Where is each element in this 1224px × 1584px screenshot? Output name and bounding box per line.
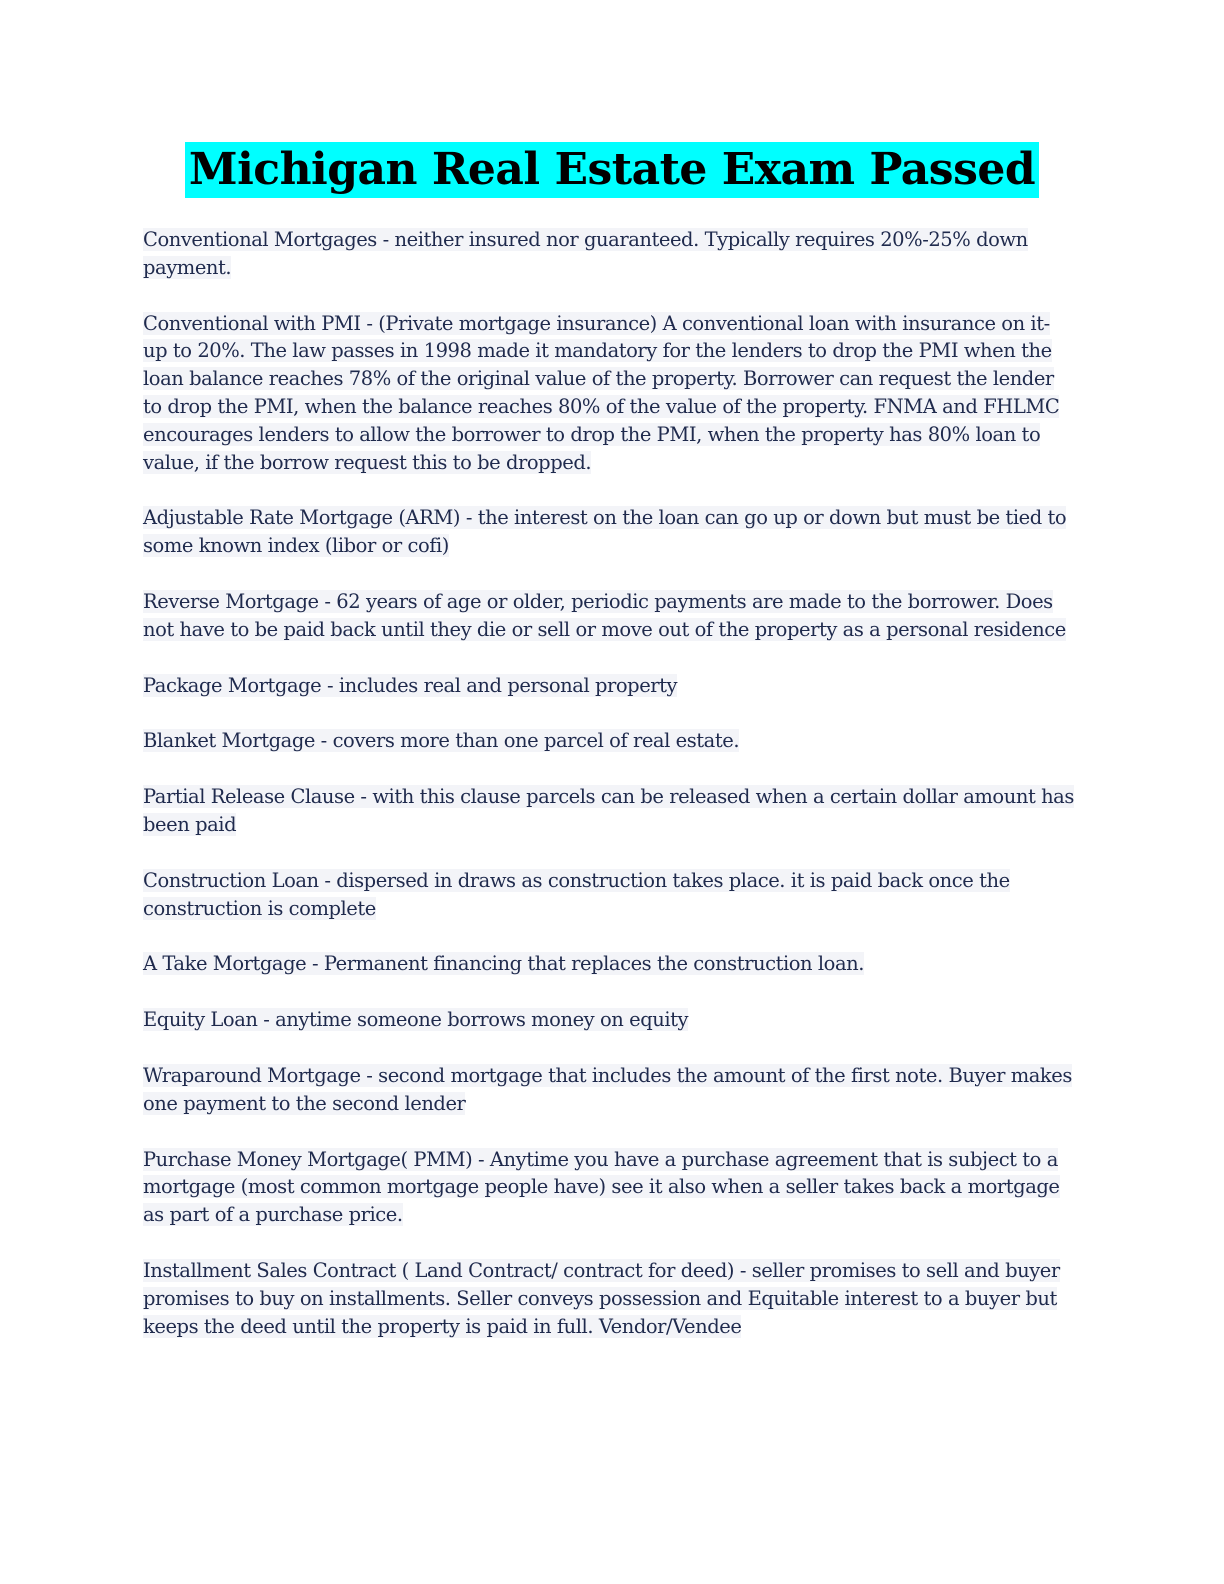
document-body [143, 226, 1078, 1368]
entry-text: Conventional Mortgages - neither insured nor guaranteed. Typically requires 20%-25% down payment. [143, 228, 1028, 279]
entry-text: Installment Sales Contract ( Land Contract/ contract for deed) - seller promises to sell and buyer promises to buy on installments. Seller conveys possession and Equitable interest to a buyer but keeps the deed until the property is paid in full. Vendor/Vendee [143, 1258, 1060, 1338]
entry-text: Blanket Mortgage - covers more than one parcel of real estate. [143, 729, 740, 753]
entry-text: Wraparound Mortgage - second mortgage that includes the amount of the first note. Buyer makes one payment to the second lender [143, 1063, 1072, 1115]
entry-text: Equity Loan - anytime someone borrows money on equity [143, 1008, 689, 1032]
entry-text: Conventional with PMI - (Private mortgage insurance) A conventional loan with insurance on it- up to 20%. The law passes in 1998 made it mandatory for the lenders to drop the PMI when the loan balance reaches 78% of the original value of the property. Borrower can request the lender to drop the PMI, when the balance reaches 80% of the value of the property. FNMA and FHLMC encourages lenders to allow the borrower to drop the PMI, when the property has 80% loan to value, if the borrow request this to be dropped. [143, 311, 1060, 474]
entry-adjustable-rate-mortgage [143, 504, 1078, 560]
entry-construction-loan [143, 867, 1078, 923]
entry-conventional-mortgages [143, 226, 1078, 282]
entry-package-mortgage [143, 672, 1078, 700]
entry-installment-sales-contract [143, 1257, 1078, 1340]
entry-purchase-money-mortgage [143, 1146, 1078, 1229]
entry-text: Adjustable Rate Mortgage (ARM) - the interest on the loan can go up or down but must be tied to some known index (libor or cofi) [143, 506, 1067, 558]
entry-blanket-mortgage [143, 727, 1078, 755]
entry-text: Partial Release Clause - with this clause parcels can be released when a certain dollar amount has been paid [143, 785, 1074, 836]
entry-text: Reverse Mortgage - 62 years of age or older, periodic payments are made to the borrower. Does not have to be paid back until they die or sell or move out of the property as a personal residence [143, 589, 1066, 641]
entry-a-take-mortgage [143, 950, 1078, 978]
title-container [0, 142, 1224, 198]
entry-reverse-mortgage [143, 588, 1078, 644]
entry-text: Construction Loan - dispersed in draws as construction takes place. it is paid back once the construction is complete [143, 868, 1010, 920]
entry-wraparound-mortgage [143, 1062, 1078, 1118]
entry-conventional-with-pmi [143, 310, 1078, 477]
entry-text: Package Mortgage - includes real and personal property [143, 673, 678, 697]
entry-partial-release-clause [143, 783, 1078, 839]
page-title: Michigan Real Estate Exam Passed [185, 142, 1039, 198]
entry-text: Purchase Money Mortgage( PMM) - Anytime you have a purchase agreement that is subject to a mortgage (most common mortgage people have) see it also when a seller takes back a mortgage as part of a purchase price. [143, 1147, 1060, 1227]
entry-text: A Take Mortgage - Permanent financing that replaces the construction loan. [143, 952, 865, 976]
entry-equity-loan [143, 1006, 1078, 1034]
